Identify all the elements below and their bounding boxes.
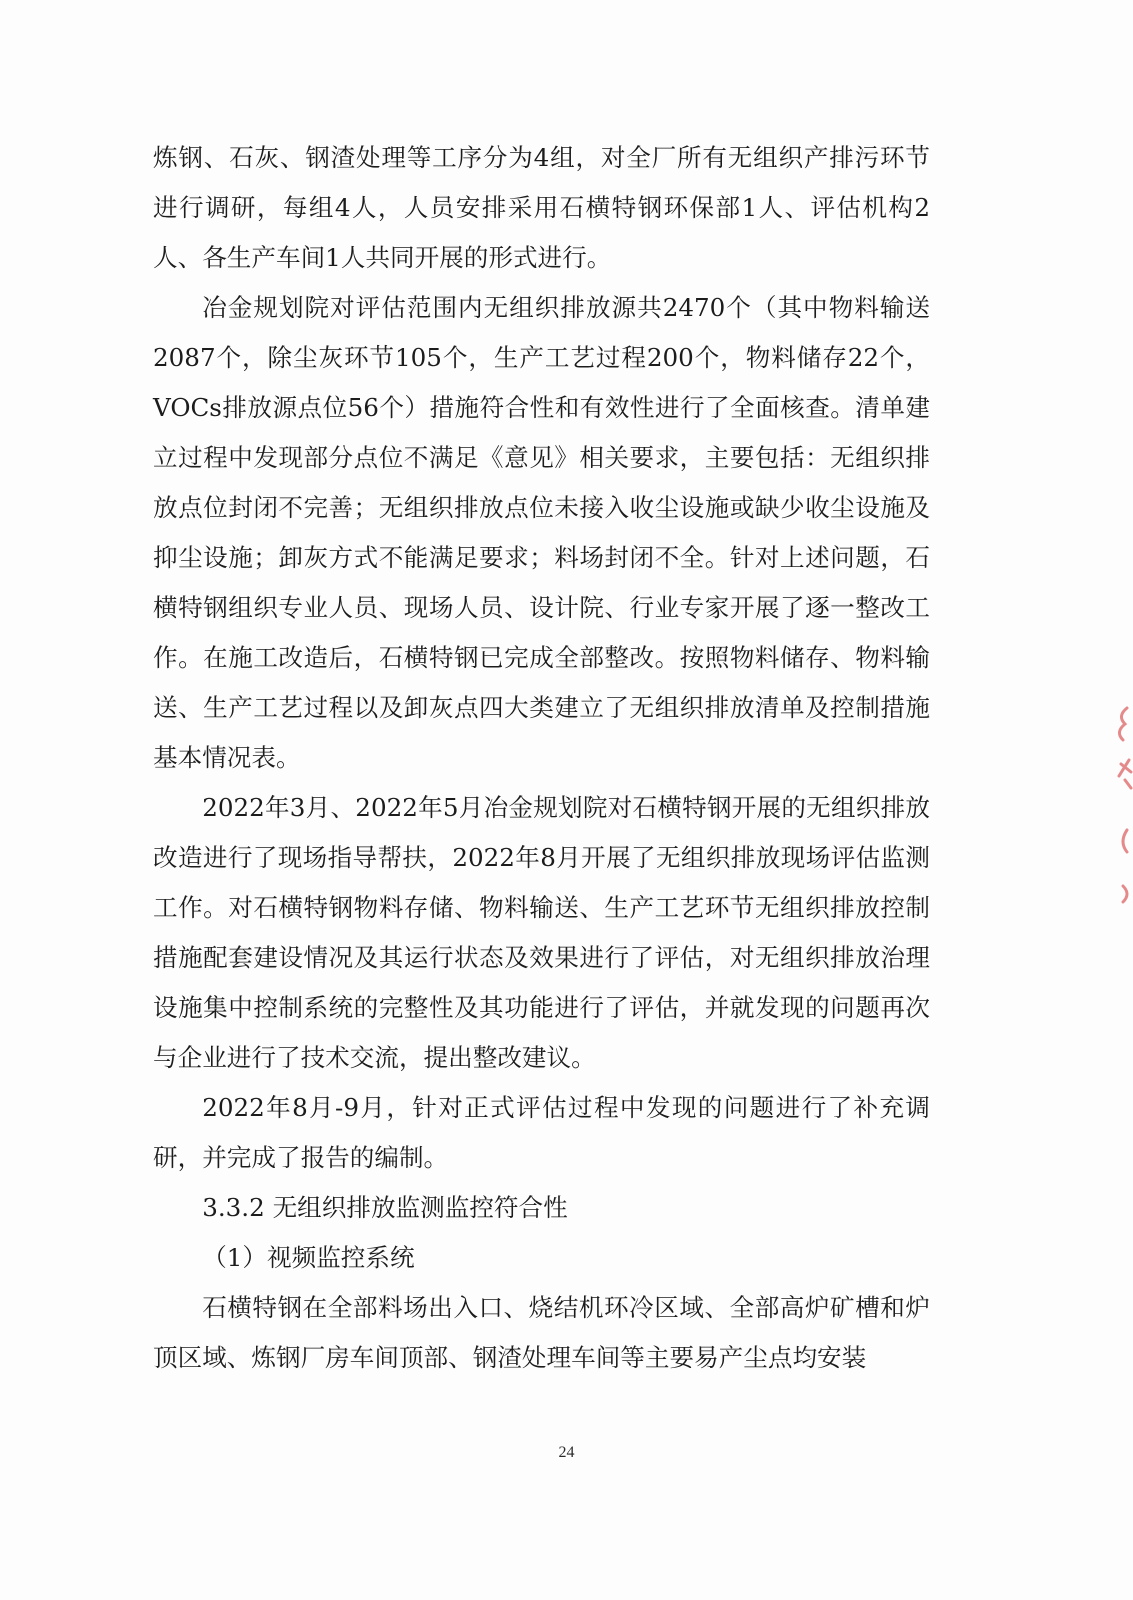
- paragraph-2: 冶金规划院对评估范围内无组织排放源共2470个（其中物料输送2087个，除尘灰环节105个，生产工艺过程200个，物料储存22个，VOCs排放源点位56个）措施符合性和有效性进行了全面核查。清单建立过程中发现部分点位不满足《意见》相关要求，主要包括：无组织排放点位封闭不完善；无组织排放点位未接入收尘设施或缺少收尘设施及抑尘设施；卸灰方式不能满足要求；料场封闭不全。针对上述问题，石横特钢组织专业人员、现场人员、设计院、行业专家开展了逐一整改工作。在施工改造后，石横特钢已完成全部整改。按照物料储存、物料输送、生产工艺过程以及卸灰点四大类建立了无组织排放清单及控制措施基本情况表。: [153, 293, 930, 772]
- paragraph-3: 2022年3月、2022年5月冶金规划院对石横特钢开展的无组织排放改造进行了现场指导帮扶，2022年8月开展了无组织排放现场评估监测工作。对石横特钢物料存储、物料输送、生产工艺环节无组织排放控制措施配套建设情况及其运行状态及效果进行了评估，对无组织排放治理设施集中控制系统的完整性及其功能进行了评估，并就发现的问题再次与企业进行了技术交流，提出整改建议。: [153, 793, 930, 1072]
- seal-stamp-edge: [1107, 690, 1133, 920]
- paragraph-1: 炼钢、石灰、钢渣处理等工序分为4组，对全厂所有无组织产排污环节进行调研，每组4人，人员安排采用石横特钢环保部1人、评估机构2人、各生产车间1人共同开展的形式进行。: [153, 143, 930, 272]
- page-number: 24: [558, 1444, 575, 1461]
- body-text: [153, 133, 930, 1383]
- section-heading: 3.3.2 无组织排放监测监控符合性: [202, 1193, 568, 1222]
- sub-heading: （1）视频监控系统: [202, 1243, 415, 1272]
- paragraph-5: 石横特钢在全部料场出入口、烧结机环冷区域、全部高炉矿槽和炉顶区域、炼钢厂房车间顶部、钢渣处理车间等主要易产尘点均安装: [153, 1293, 930, 1372]
- paragraph-4: 2022年8月-9月，针对正式评估过程中发现的问题进行了补充调研，并完成了报告的编制。: [153, 1093, 930, 1172]
